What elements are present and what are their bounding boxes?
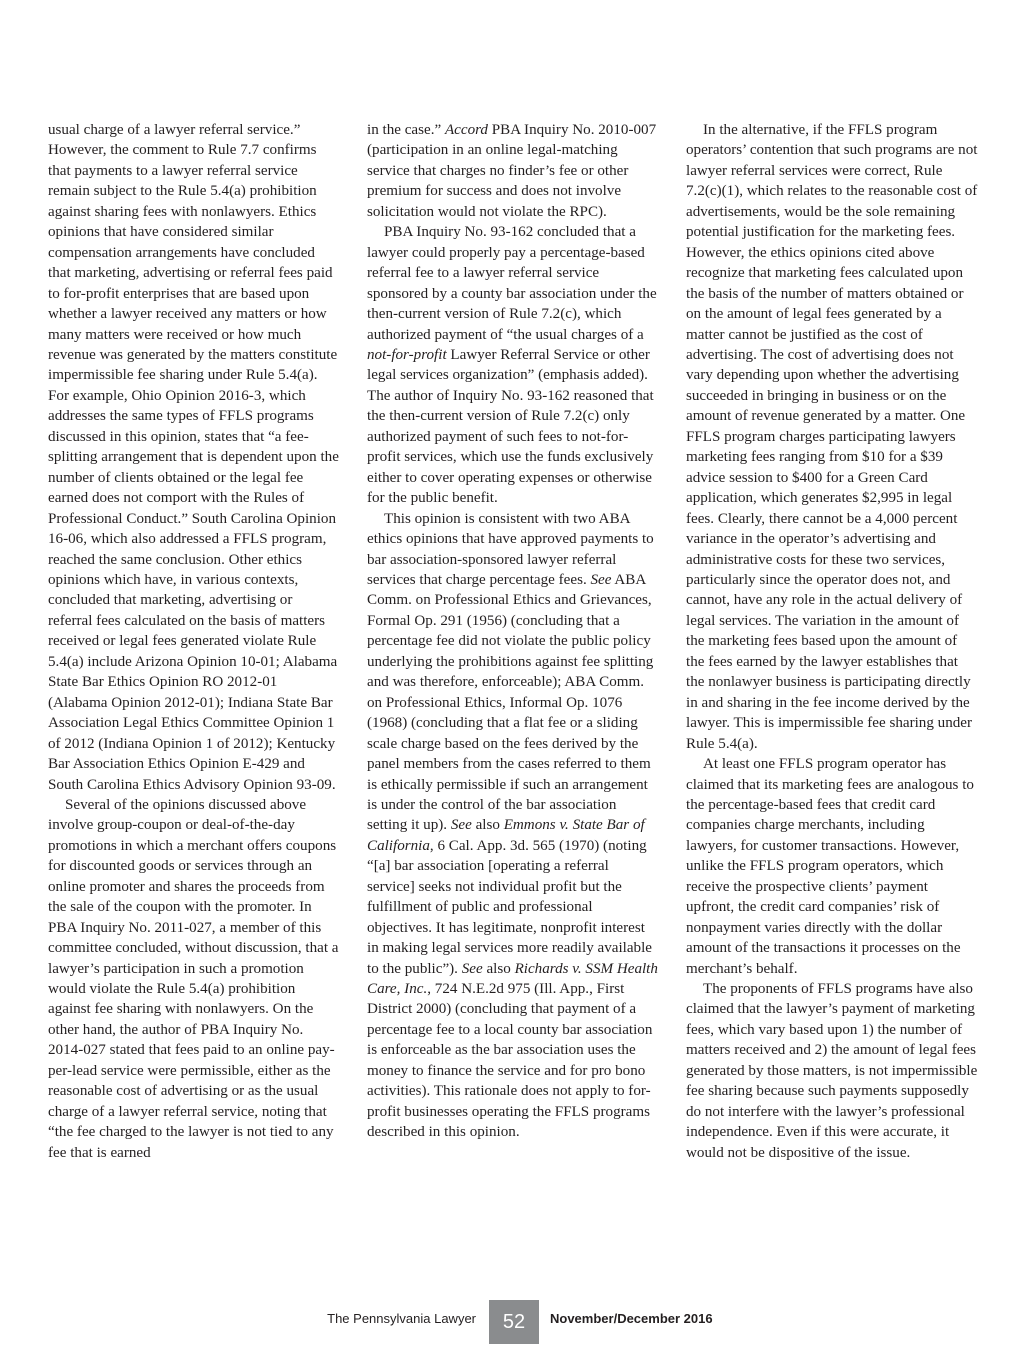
text-run: This opinion is consistent with two ABA ethics opinions that have approved payments to bar association-sponsored lawyer referral services that charge percentage fees. <box>367 510 654 588</box>
italic-text: Richards v. SSM Health Care, Inc. <box>367 960 658 998</box>
issue-date: November/December 2016 <box>550 1311 713 1326</box>
paragraph: usual charge of a lawyer referral service.” However, the comment to Rule 7.7 confirms that payments to a lawyer referral service remain subject to the Rule 5.4(a) prohibition against sharing fees with nonlawyers. Ethics opinions that have considered similar compensation arrangements have concluded that marketing, advertising or referral fees paid to for-profit enterprises that are based upon whether a lawyer received any matters or how many matters were received or how much revenue was generated by the matters constitute impermissible fee sharing under Rule 5.4(a). For example, Ohio Opinion 2016-3, which addresses the same types of FFLS programs discussed in this opinion, states that “a fee-splitting arrangement that is dependent upon the number of clients obtained or the legal fee earned does not comport with the Rules of Professional Conduct.” South Carolina Opinion 16-06, which also addressed a FFLS program, reached the same conclusion. Other ethics opinions which have, in various contexts, concluded that marketing, advertising or referral fees calculated on the basis of matters received or legal fees generated violate Rule 5.4(a) include Arizona Opinion 10-01; Alabama State Bar Ethics Opinion RO 2012-01 (Alabama Opinion 2012-01); Indiana State Bar Association Legal Ethics Committee Opinion 1 of 2012 (Indiana Opinion 1 of 2012); Kentucky Bar Association Ethics Opinion E-429 and South Carolina Ethics Advisory Opinion 93-09. <box>48 122 339 793</box>
text-run: in the case.” <box>367 122 445 138</box>
page-number: 52 <box>489 1300 539 1344</box>
italic-text: See <box>590 571 612 588</box>
paragraph: The proponents of FFLS programs have also claimed that the lawyer’s payment of marketing fees, which vary based upon 1) the number of matters received and 2) the amount of legal fees generated by those matters, is not impermissible fee sharing because such payments supposedly do not interfere with the lawyer’s professional independence. Even if this were accurate, it would not be dispositive of the issue. <box>686 981 978 1161</box>
italic-text: Accord <box>444 122 488 138</box>
paragraph: In the alternative, if the FFLS program operators’ contention that such programs are not lawyer referral services were correct, Rule 7.2(c)(1), which relates to the reasonable cost of advertisements, would be the sole remaining potential justification for the marketing fees. However, the ethics opinions cited above recognize that marketing fees calculated upon the basis of the number of matters obtained or on the amount of legal fees generated by a matter cannot be justified as the cost of advertising. The cost of advertising does not vary depending upon whether the advertising succeeded in bringing in business or on the amount of revenue generated by a matter. One FFLS program charges participating lawyers marketing fees ranging from $10 for a $39 advice session to $400 for a Green Card application, which generates $2,995 in legal fees. Clearly, there cannot be a 4,000 percent variance in the operator’s advertising and administrative costs for these two services, particularly since the operator does not, and cannot, have any role in the actual delivery of legal services. The variation in the amount of the marketing fees based upon the amount of the fees earned by the lawyer establishes that the nonlawyer business is participating directly in and sharing in the fee income derived by the lawyer. This is impermissible fee sharing under Rule 5.4(a). <box>686 122 978 752</box>
paragraph <box>367 509 659 1143</box>
publication-name: The Pennsylvania Lawyer <box>327 1311 476 1326</box>
text-run: PBA Inquiry No. 2010-007 (participation in an online legal-matching service that charges no finder’s fee or other premium for success and does not involve solicitation would not violate the RPC). <box>367 122 657 220</box>
text-run: , 724 N.E.2d 975 (Ill. App., First District 2000) (concluding that payment of a percentage fee to a local county bar association is enforceable as the bar association uses the money to finance the service and for pro bono activities). This rationale does not apply to for-profit businesses operating the FFLS programs described in this opinion. <box>367 981 653 1141</box>
text-column-3 <box>686 120 978 1163</box>
paragraph <box>367 120 659 222</box>
paragraph: At least one FFLS program operator has claimed that its marketing fees are analogous to the percentage-based fees that credit card companies charge merchants, including lawyers, for customer transactions. However, unlike the FFLS program operators, which receive the prospective clients’ payment upfront, the credit card companies’ risk of nonpayment varies directly with the dollar amount of the transactions it processes on the merchant’s behalf. <box>686 756 974 977</box>
text-run: ABA Comm. on Professional Ethics and Grievances, Formal Op. 291 (1956) (concluding that a percentage fee did not violate the public policy underlying the prohibitions against fee splitting and was therefore, enforceable); ABA Comm. on Professional Ethics, Informal Op. 1076 (1968) (concluding that a flat fee or a sliding scale charge based on the fees derived by the panel members from the cases referred to them is ethically permissible if such an arrangement is under the control of the bar association setting it up). <box>367 571 654 834</box>
page-footer <box>0 1300 1024 1344</box>
text-column-2 <box>367 120 659 1143</box>
italic-text: not-for-profit <box>367 346 447 363</box>
italic-text: See <box>450 817 472 834</box>
text-run: PBA Inquiry No. 93-162 concluded that a lawyer could properly pay a percentage-based referral fee to a lawyer referral service sponsored by a county bar association under the then-current version of Rule 7.2(c), which authorized payment of “the usual charges of a <box>367 224 657 343</box>
text-column-1 <box>48 120 340 1163</box>
italic-text: Emmons v. State Bar of California <box>367 817 645 854</box>
text-run: Lawyer Referral Service or other legal services organization” (emphasis added). The author of Inquiry No. 93-162 reasoned that the then-current version of Rule 7.2(c) only authorized payment of such fees to not-for-profit services, which use the funds exclusively either to cover operating expenses or otherwise for the public benefit. <box>367 346 654 507</box>
paragraph <box>367 222 659 508</box>
italic-text: See <box>461 960 483 977</box>
paragraph: Several of the opinions discussed above involve group-coupon or deal-of-the-day promotions in which a merchant offers coupons for discounted goods or services through an online promoter and shares the proceeds from the sale of the coupon with the promoter. In PBA Inquiry No. 2011-027, a member of this committee concluded, without discussion, that a lawyer’s participation in such a promotion would violate the Rule 5.4(a) prohibition against fee sharing with nonlawyers. On the other hand, the author of PBA Inquiry No. 2014-027 stated that fees paid to an online pay-per-lead service were permissible, either as the reasonable cost of advertising or as the usual charge of a lawyer referral service, noting that “the fee charged to the lawyer is not tied to any fee that is earned <box>48 796 339 1161</box>
text-run: also <box>471 817 504 834</box>
text-run: , 6 Cal. App. 3d. 565 (1970) (noting “[a] bar association [operating a referral service] seeks not individual profit but the fulfillment of public and professional objectives. It has legitimate, nonprofit interest in making legal services more readily available to the public”). <box>367 837 652 977</box>
text-run: also <box>482 960 515 977</box>
